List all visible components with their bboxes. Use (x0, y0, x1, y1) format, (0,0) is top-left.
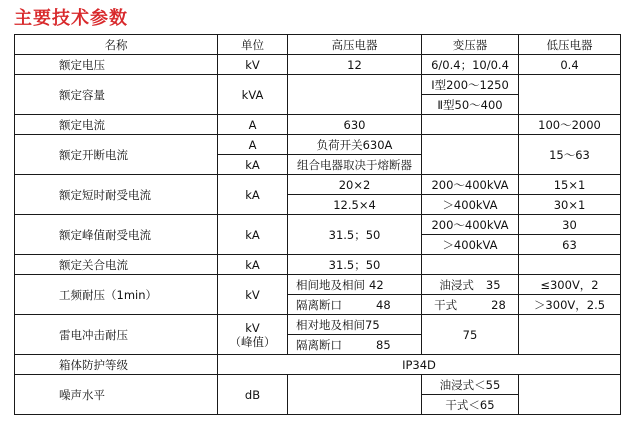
cell-lv (519, 75, 621, 115)
table-row (15, 115, 621, 135)
cell-unit: A (218, 135, 288, 155)
cell-transformer: 200～400kVA (422, 175, 519, 195)
cell-lv: 0.4 (519, 55, 621, 75)
cell-hv (288, 75, 422, 115)
cell-transformer (422, 255, 519, 275)
row-label: 额定关合电流 (15, 255, 218, 275)
table-row (15, 175, 621, 195)
table-row (15, 255, 621, 275)
value: 85 (376, 337, 391, 352)
unit-kv: kV (245, 320, 260, 335)
cell-value: IP34D (218, 355, 621, 375)
header-unit: 单位 (218, 35, 288, 55)
cell-lv: 100～2000 (519, 115, 621, 135)
table-row (15, 355, 621, 375)
cell-transformer: 油浸式＜55 (422, 375, 519, 395)
cell-unit: kVA (218, 75, 288, 115)
row-label: 额定短时耐受电流 (15, 175, 218, 215)
row-label: 额定开断电流 (15, 135, 218, 175)
value: 35 (485, 277, 501, 292)
cell-unit: kA (218, 215, 288, 255)
value: 28 (491, 297, 506, 312)
cell-lv: 15×1 (519, 175, 621, 195)
header-name: 名称 (15, 35, 218, 55)
value-label: 油浸式 (439, 277, 474, 292)
unit-peak: （峰值） (229, 334, 276, 349)
cell-hv: 12 (288, 55, 422, 75)
header-hv: 高压电器 (288, 35, 422, 55)
value: 42 (369, 277, 384, 292)
cell-transformer (422, 135, 519, 175)
cell-lv: ＞300V，2.5 (519, 295, 621, 315)
cell-lv: 30×1 (519, 195, 621, 215)
cell-hv (288, 335, 422, 355)
cell-lv (519, 375, 621, 415)
table-row (15, 55, 621, 75)
value-label: 干式 (434, 297, 458, 312)
row-label: 额定电流 (15, 115, 218, 135)
row-label: 噪声水平 (15, 375, 218, 415)
row-label: 工频耐压（1min） (15, 275, 218, 315)
cell-hv (288, 315, 422, 335)
table-row (15, 275, 621, 295)
cell-hv: 20×2 (288, 175, 422, 195)
cell-transformer: 200～400kVA (422, 215, 519, 235)
header-transformer: 变压器 (422, 35, 519, 55)
cell-unit: kA (218, 255, 288, 275)
value: 48 (376, 297, 391, 312)
cell-lv: ≤300V，2 (519, 275, 621, 295)
row-label: 额定峰值耐受电流 (15, 215, 218, 255)
cell-hv: 31.5；50 (288, 215, 422, 255)
cell-transformer: 干式＜65 (422, 395, 519, 415)
value-label: 隔离断口 (296, 297, 342, 312)
value-label: 隔离断口 (296, 337, 342, 352)
value: 75 (365, 317, 380, 332)
cell-hv: 630 (288, 115, 422, 135)
row-label: 额定容量 (15, 75, 218, 115)
table-row (15, 315, 621, 335)
spec-table (14, 34, 621, 415)
table-row (15, 375, 621, 395)
cell-unit: kA (218, 155, 288, 175)
value-label: 相间地及相间 (296, 277, 365, 292)
cell-hv (288, 375, 422, 415)
cell-hv: 31.5；50 (288, 255, 422, 275)
cell-hv: 负荷开关630A (288, 135, 422, 155)
table-row (15, 215, 621, 235)
row-label: 雷电冲击耐压 (15, 315, 218, 355)
cell-unit: kV (218, 55, 288, 75)
cell-transformer (422, 275, 519, 295)
cell-unit: kV (218, 275, 288, 315)
cell-transformer: ＞400kVA (422, 235, 519, 255)
value-label: 相对地及相间 (296, 317, 365, 332)
cell-transformer: 75 (422, 315, 519, 355)
table-header-row (15, 35, 621, 55)
cell-hv: 组合电器取决于熔断器 (288, 155, 422, 175)
table-row (15, 135, 621, 155)
cell-unit: dB (218, 375, 288, 415)
row-label: 箱体防护等级 (15, 355, 218, 375)
cell-transformer: Ⅱ型50～400 (422, 95, 519, 115)
cell-lv: 15～63 (519, 135, 621, 175)
cell-unit (218, 315, 288, 355)
header-lv: 低压电器 (519, 35, 621, 55)
cell-unit: A (218, 115, 288, 135)
cell-transformer: Ⅰ型200～1250 (422, 75, 519, 95)
cell-lv: 63 (519, 235, 621, 255)
cell-lv (519, 255, 621, 275)
cell-lv: 30 (519, 215, 621, 235)
cell-transformer: ＞400kVA (422, 195, 519, 215)
cell-lv (519, 315, 621, 355)
row-label: 额定电压 (15, 55, 218, 75)
cell-transformer (422, 115, 519, 135)
cell-transformer (422, 295, 519, 315)
cell-transformer: 6/0.4；10/0.4 (422, 55, 519, 75)
cell-hv: 12.5×4 (288, 195, 422, 215)
cell-hv (288, 275, 422, 295)
page-title: 主要技术参数 (14, 8, 128, 29)
table-row (15, 75, 621, 95)
cell-hv (288, 295, 422, 315)
cell-unit: kA (218, 175, 288, 215)
